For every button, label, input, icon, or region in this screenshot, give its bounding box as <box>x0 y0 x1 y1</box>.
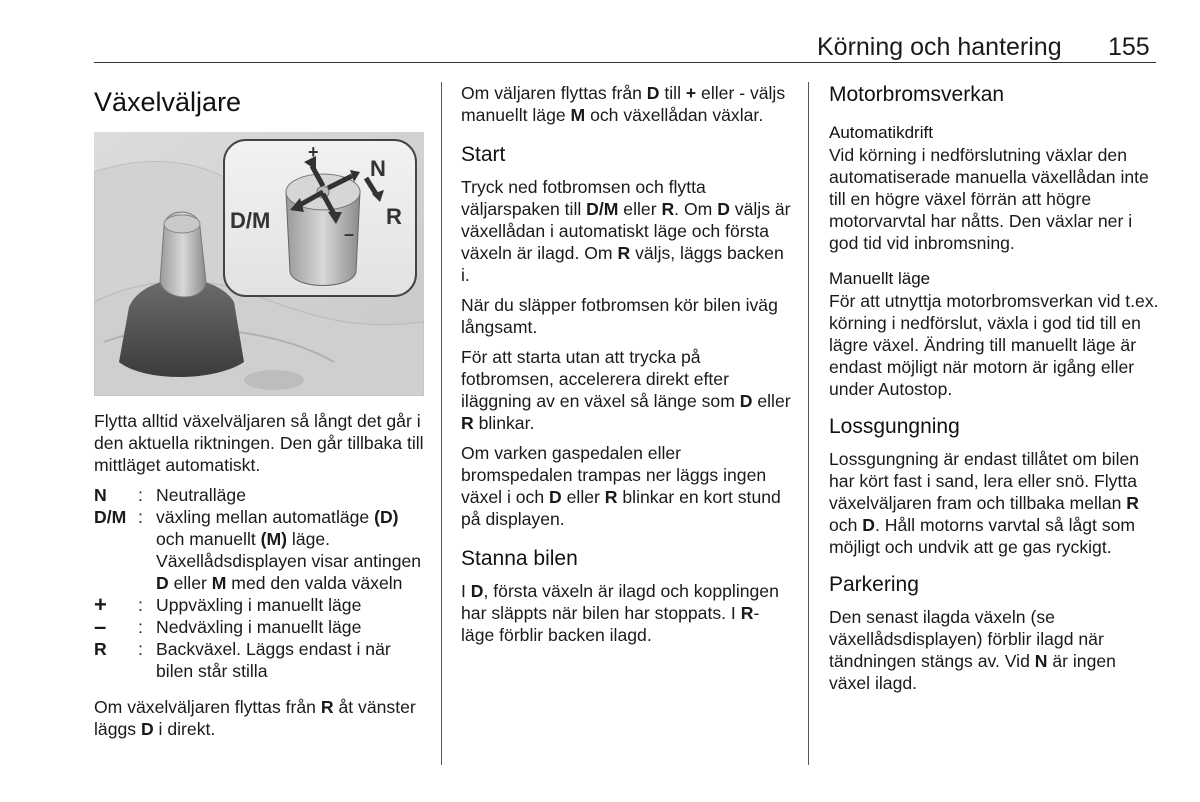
manual-paragraph: För att utnyttja motorbromsverkan vid t.ex. körning i nedförslut, växla i god tid till en lägre växel. Ändring till manuellt läge är endast möjligt när motorn är igång eller under Autostop. <box>829 291 1159 399</box>
label-plus: + <box>308 142 319 162</box>
definition-row: D/M : växling mellan automatläge (D) och manuellt (M) läge. Växellådsdisplayen visar antingen D eller M med den valda växeln <box>94 506 426 594</box>
page-number: 155 <box>1108 33 1150 61</box>
rocking-heading: Lossgungning <box>829 415 960 438</box>
definition-row: R : Backväxel. Läggs endast i när bilen står stilla <box>94 638 426 682</box>
label-dm: D/M <box>230 208 271 233</box>
automatic-paragraph: Vid körning i nedförslutning växlar den automatiserade manuella växellådan inte till en högre växel förrän att högre motorvarvtal har nåtts. Den växlar ner i god tid vid inbromsning. <box>829 145 1149 253</box>
label-minus: – <box>344 224 355 244</box>
parking-heading: Parkering <box>829 573 919 596</box>
manual-subheading: Manuellt läge <box>829 269 931 288</box>
label-r: R <box>386 204 402 229</box>
page-title: Växelväljare <box>94 87 242 117</box>
column-2 <box>461 82 791 654</box>
rocking-paragraph: Lossgungning är endast tillåtet om bilen har kört fast i sand, lera eller snö. Flytta växelväljaren fram och tillbaka mellan R och D. Håll motorns varvtal så lågt som möjligt och undvik att ge gas ryckigt. <box>829 449 1140 557</box>
definition-row: N : Neutralläge <box>94 484 426 506</box>
definition-term: N <box>94 485 107 505</box>
outro-paragraph: Om växelväljaren flyttas från R åt vänster läggs D i direkt. <box>94 697 416 739</box>
definition-row: – : Nedväxling i manuellt läge <box>94 616 426 638</box>
section-title: Körning och hantering <box>817 33 1062 61</box>
column-divider <box>441 82 442 765</box>
definition-desc: Neutralläge <box>156 485 246 505</box>
stop-heading: Stanna bilen <box>461 547 578 570</box>
engine-brake-heading: Motorbromsverkan <box>829 83 1005 106</box>
start-heading: Start <box>461 143 506 166</box>
start-paragraph-3: För att starta utan att trycka på fotbromsen, accelerera direkt efter iläggning av en växel så länge som D eller R blinkar. <box>461 347 791 433</box>
definition-row: + : Uppväxling i manuellt läge <box>94 594 426 616</box>
header-divider <box>94 62 1156 63</box>
minus-icon: – <box>94 614 107 639</box>
gear-definition-list <box>94 484 426 682</box>
definition-desc: Uppväxling i manuellt läge <box>156 595 362 615</box>
manual-mode-paragraph: Om väljaren flyttas från D till + eller - väljs manuellt läge M och växellådan växlar. <box>461 83 786 125</box>
column-3 <box>829 82 1161 702</box>
definition-desc: Nedväxling i manuellt läge <box>156 617 362 637</box>
stop-paragraph: I D, första växeln är ilagd och kopplingen har släppts när bilen har stoppats. I R-läge förblir backen ilagd. <box>461 581 779 645</box>
definition-desc: Backväxel. Läggs endast i när bilen står stilla <box>156 639 391 681</box>
start-paragraph-2: När du släpper fotbromsen kör bilen iväg långsamt. <box>461 295 778 337</box>
start-paragraph-1: Tryck ned fotbromsen och flytta väljarspaken till D/M eller R. Om D väljs är växellådan i automatiskt läge och första växeln är ilagd. Om R väljs, läggs backen i. <box>461 177 791 285</box>
intro-paragraph: Flytta alltid växelväljaren så långt det går i den aktuella riktningen. Den går tillbaka till mittläget automatiskt. <box>94 411 424 475</box>
plus-icon: + <box>94 592 107 617</box>
column-divider <box>808 82 809 765</box>
definition-term: D/M <box>94 507 127 527</box>
label-n: N <box>370 156 386 181</box>
definition-term: R <box>94 639 107 659</box>
definition-desc: växling mellan automatläge (D) och manuellt (M) läge. Växellådsdisplayen visar antingen D eller M med den valda växeln <box>156 507 422 593</box>
start-paragraph-4: Om varken gaspedalen eller bromspedalen trampas ner läggs ingen växel i och D eller R blinkar en kort stund på displayen. <box>461 443 781 529</box>
gear-selector-illustration <box>94 132 424 396</box>
automatic-subheading: Automatikdrift <box>829 123 933 142</box>
parking-paragraph: Den senast ilagda växeln (se växellådsdisplayen) förblir ilagd när tändningen stängs av. Vid N är ingen växel ilagd. <box>829 607 1116 693</box>
column-1 <box>94 82 426 748</box>
